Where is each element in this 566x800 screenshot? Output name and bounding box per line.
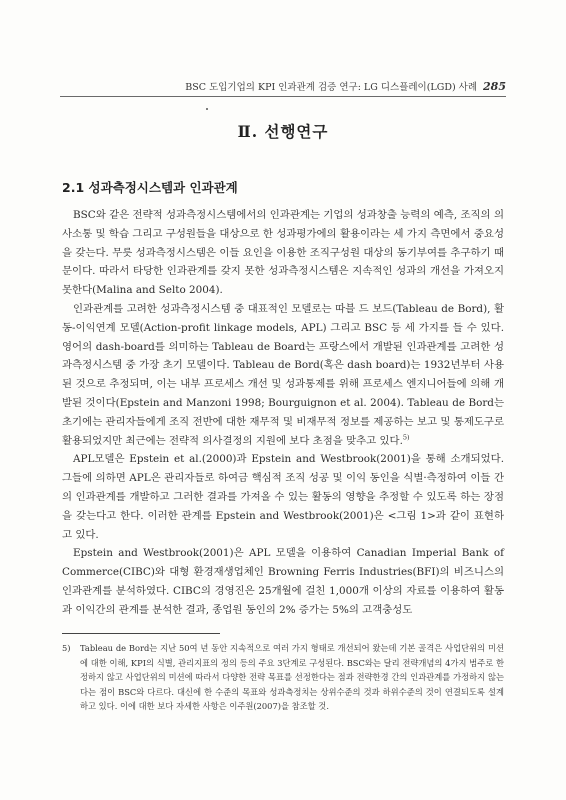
paragraph-1: BSC와 같은 전략적 성과측정시스템에서의 인과관계는 기업의 성과창출 능력의 예측, 조직의 의사소통 및 학습 그리고 구성원들을 대상으로 한 성과평가에의 활용이라는 세 가지 측면에서 중요성을 갖는다. 무릇 성과측정시스템은 이들 요인을 이용한 조직구성원 대상의 동기부여를 추구하기 때문이다. 따라서 타당한 인과관계를 갖지 못한 성과측정시스템은 지속적인 성과의 개선을 가져오지 못한다(Malina and Selto 2004). xyxy=(62,209,504,297)
paragraph-2-text: 인과관계를 고려한 성과측정시스템 중 대표적인 모델로는 따블 드 보드(Tableau de Bord), 활동-이익연계 모델(Action-profit linkage models, APL) 그리고 BSC 등 세 가지를 들 수 있다. 영어의 dash-board를 의미하는 Tableau de Board는 프랑스에서 개발된 인과관계를 고려한 성과측정시스템 중 가장 초기 모델이다. Tableau de Bord(혹은 dash board)는 1932년부터 사용된 것으로 추정되며, 이는 내부 프로세스 개선 및 성과통제를 위해 프로세스 엔지니어들에 의해 개발된 것이다(Epstein and Manzoni 1998; Bourguignon et al. 2004). Tableau de Bord는 초기에는 관리자들에게 조직 전반에 대한 재무적 및 비재무적 정보를 제공하는 보고 및 통제도구로 활용되었지만 최근에는 전략적 의사결정의 지원에 보다 초점을 맞추고 있다. xyxy=(62,302,504,447)
paragraph-4: Epstein and Westbrook(2001)은 APL 모델을 이용하여 Canadian Imperial Bank of Commerce(CIBC)와 대형 환경재생업체인 Browning Ferris Industries(BFI)의 비즈니스의 인과관계를 분석하였다. CIBC의 경영진은 25개월에 걸친 1,000개 이상의 자료를 이용하여 활동과 이익간의 관계를 분석한 결과, 종업원 동인의 2% 증가는 5%의 고객충성도 xyxy=(62,547,504,616)
stray-dot-mark xyxy=(206,108,208,110)
running-header xyxy=(60,78,506,97)
body-text xyxy=(62,206,504,620)
subsection-title: 2.1 성과측정시스템과 인과관계 xyxy=(62,180,238,195)
running-title: BSC 도입기업의 KPI 인과관계 검증 연구: LG 디스플레이(LGD) 사례 xyxy=(185,82,478,93)
footnote-divider xyxy=(62,633,220,634)
footnote-mark: 5) xyxy=(62,643,71,653)
paragraph-3: APL모델은 Epstein et al.(2000)과 Epstein and Westbrook(2001)을 통해 소개되었다. 그들에 의하면 APL은 관리자들로 하여금 핵심적 조직 성공 및 이익 동인을 식별·측정하여 이들 간의 인과관계를 개발하고 그러한 결과를 가져올 수 있는 활동의 영향을 추정할 수 있도록 하는 장점을 갖는다고 한다. 이러한 관계를 Epstein and Westbrook(2001)은 <그림 1>과 같이 표현하고 있다. xyxy=(62,453,504,541)
page-number: 285 xyxy=(483,80,506,93)
section-title: Ⅱ. 선행연구 xyxy=(237,122,329,141)
footnote-text: Tableau de Bord는 지난 50여 년 동안 지속적으로 여러 가지 형태로 개선되어 왔는데 기본 골격은 사업단위의 미션에 대한 이해, KPI의 식별, 관리지표의 정의 등의 주요 3단계로 구성된다. BSC와는 달리 전략개념의 4가지 범주로 한정하지 않고 사업단위의 미션에 따라서 다양한 전략 목표를 선정한다는 점과 전략한경 간의 인과관계를 가정하지 않는다는 점이 BSC와 다르다. 대신에 한 수준의 목표와 성과측정치는 상위수준의 것과 하위수준의 것이 연결되도록 설계하고 있다. 이에 대한 보다 자세한 사항은 이주원(2007)을 참조할 것. xyxy=(80,643,504,711)
paragraph-2 xyxy=(62,300,504,450)
footnote-reference: 5) xyxy=(402,433,410,442)
footnote xyxy=(62,641,504,714)
